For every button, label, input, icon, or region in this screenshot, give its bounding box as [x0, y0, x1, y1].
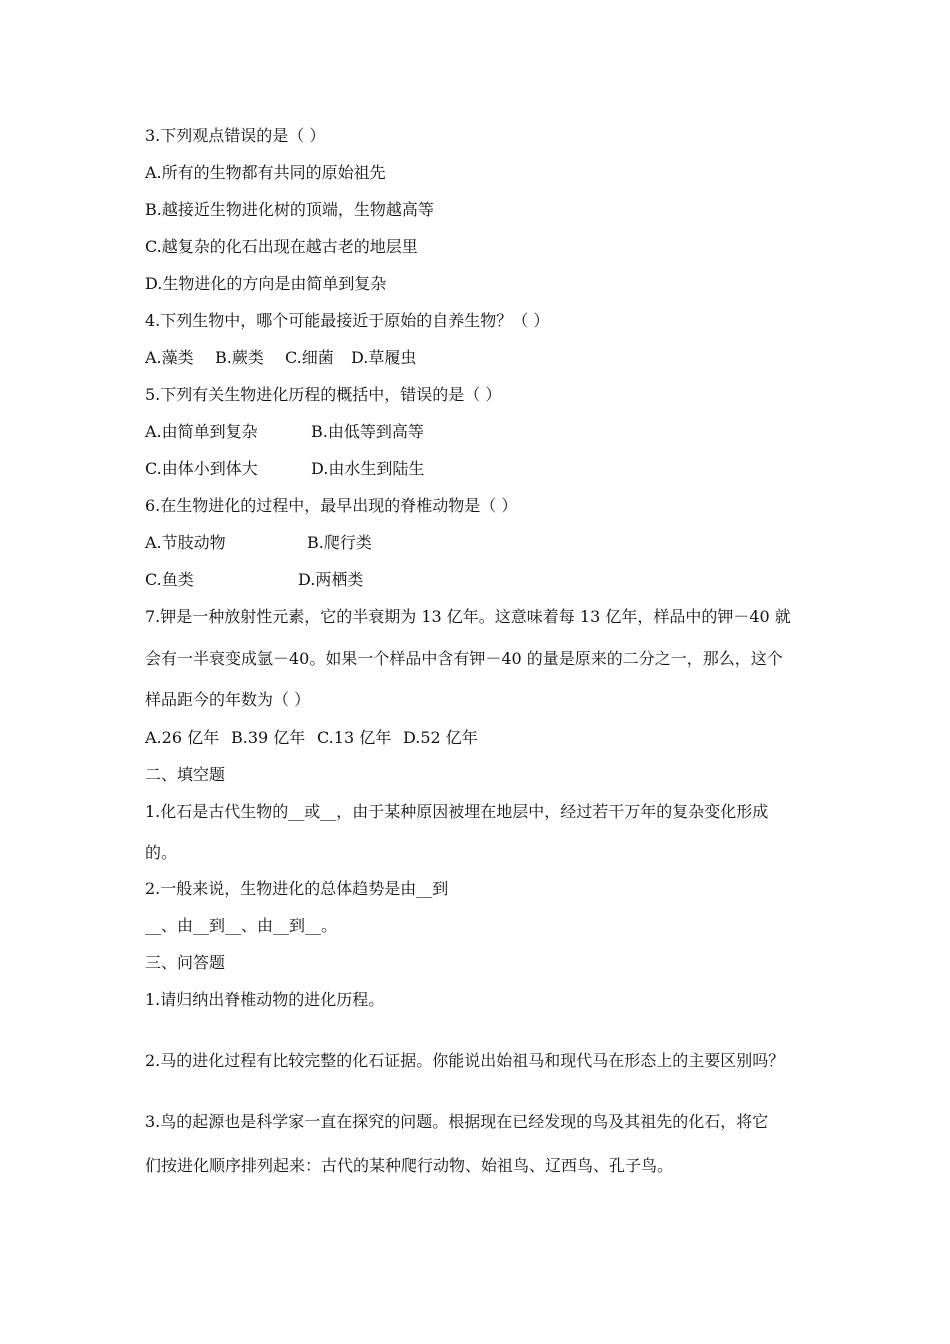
q3-option-a: A.所有的生物都有共同的原始祖先 [145, 163, 386, 182]
q4-options [145, 348, 416, 368]
q7-option-a: A.26 亿年 [145, 728, 220, 747]
q6-option-a: A.节肢动物 [145, 533, 226, 552]
answer-q3-line-1: 3.鸟的起源也是科学家一直在探究的问题。根据现在已经发现的鸟及其祖先的化石，将它 [145, 1112, 769, 1131]
q4-option-b: B.蕨类 [215, 348, 264, 367]
fill-q1-line-1: 1.化石是古代生物的__或__，由于某种原因被埋在地层中，经过若干万年的复杂变化形成 [145, 802, 769, 821]
q6-options-row2 [145, 570, 363, 590]
q4-option-c: C.细菌 [285, 348, 334, 367]
q5-stem: 5.下列有关生物进化历程的概括中，错误的是（ ） [145, 385, 502, 404]
q7-stem-line-2: 会有一半衰变成氩－40。如果一个样品中含有钾－40 的量是原来的二分之一，那么，这个 [145, 649, 783, 668]
q4-stem: 4.下列生物中，哪个可能最接近于原始的自养生物？（ ） [145, 311, 550, 330]
answer-q2: 2.马的进化过程有比较完整的化石证据。你能说出始祖马和现代马在形态上的主要区别吗？ [145, 1051, 785, 1070]
answer-q3-line-2: 们按进化顺序排列起来：古代的某种爬行动物、始祖鸟、辽西鸟、孔子鸟。 [145, 1156, 674, 1175]
q6-options-row1 [145, 533, 372, 553]
q6-option-b: B.爬行类 [307, 533, 372, 552]
q5-option-d: D.由水生到陆生 [311, 459, 425, 478]
q4-option-a: A.藻类 [145, 348, 194, 367]
q7-option-d: D.52 亿年 [403, 728, 478, 747]
q4-option-d: D.草履虫 [351, 348, 417, 367]
q5-options-row2 [145, 459, 424, 479]
q7-option-c: C.13 亿年 [317, 728, 392, 747]
q5-option-c: C.由体小到体大 [145, 459, 258, 478]
fill-q2-line-1: 2.一般来说，生物进化的总体趋势是由__到 [145, 879, 449, 898]
q5-option-b: B.由低等到高等 [311, 422, 424, 441]
q5-option-a: A.由简单到复杂 [145, 422, 258, 441]
fill-q2-line-2: __、由__到__、由__到__。 [145, 916, 338, 935]
q3-option-c: C.越复杂的化石出现在越古老的地层里 [145, 237, 418, 256]
fill-blank-heading: 二、填空题 [145, 765, 226, 784]
short-answer-heading: 三、问答题 [145, 953, 226, 972]
q3-stem: 3.下列观点错误的是（ ） [145, 126, 326, 145]
q5-options-row1 [145, 422, 424, 442]
q7-stem-line-1: 7.钾是一种放射性元素，它的半衰期为 13 亿年。这意味着每 13 亿年，样品中的钾－40 就 [145, 607, 791, 626]
q6-option-c: C.鱼类 [145, 570, 194, 589]
q6-stem: 6.在生物进化的过程中，最早出现的脊椎动物是（ ） [145, 496, 518, 515]
q7-options [145, 728, 478, 748]
q3-option-d: D.生物进化的方向是由简单到复杂 [145, 274, 387, 293]
q3-option-b: B.越接近生物进化树的顶端，生物越高等 [145, 200, 434, 219]
q7-option-b: B.39 亿年 [231, 728, 306, 747]
fill-q1-line-2: 的。 [145, 843, 178, 862]
q6-option-d: D.两栖类 [298, 570, 364, 589]
q7-stem-line-3: 样品距今的年数为（ ） [145, 690, 311, 709]
answer-q1: 1.请归纳出脊椎动物的进化历程。 [145, 990, 385, 1009]
